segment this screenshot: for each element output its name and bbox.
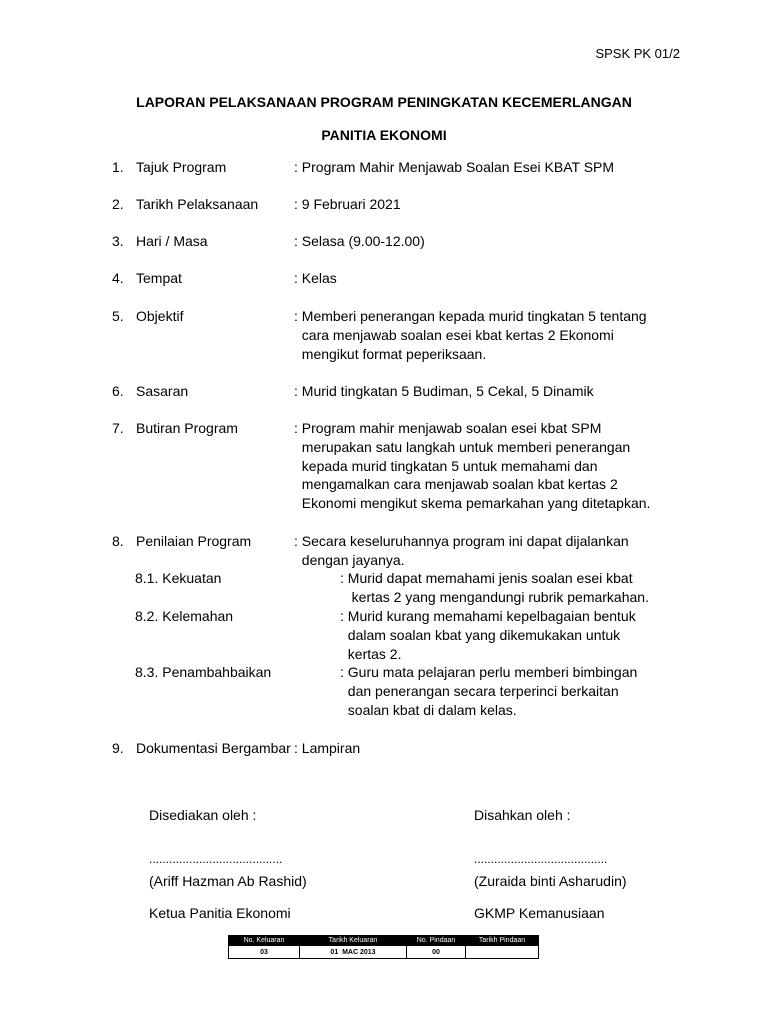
item-value: : Secara keseluruhannya program ini dapat dijalankan dengan jayanya.: [294, 533, 629, 568]
column-header: Tarikh Keluaran: [300, 936, 407, 946]
sub-item-label: 8.2. Kelemahan: [135, 608, 234, 624]
document-control-table: [228, 935, 539, 959]
column-header: No. Keluaran: [229, 936, 300, 946]
item-label: Sasaran: [136, 383, 189, 399]
table-cell: 03: [229, 946, 300, 959]
item-value: : Lampiran: [294, 740, 361, 756]
item-label: Penilaian Program: [136, 533, 252, 549]
table-header-row: [229, 936, 539, 946]
document-code: SPSK PK 01/2: [595, 46, 680, 61]
prepared-by-name: (Ariff Hazman Ab Rashid): [149, 873, 307, 889]
item-number: 5.: [112, 308, 124, 324]
table-cell: 01 MAC 2013: [300, 946, 407, 959]
prepared-signature-line: ........................................: [149, 852, 283, 866]
item-number: 7.: [112, 420, 124, 436]
item-label: Tempat: [136, 270, 182, 286]
item-value: : Memberi penerangan kepada murid tingkatan 5 tentang cara menjawab soalan esei kbat kertas 2 Ekonomi mengikut format peperiksaan.: [294, 308, 647, 362]
table-cell: 00: [407, 946, 466, 959]
item-label: Hari / Masa: [136, 233, 208, 249]
sub-item-value: : Guru mata pelajaran perlu memberi bimbingan dan penerangan secara terperinci berkaitan soalan kbat di dalam kelas.: [340, 664, 638, 718]
item-number: 3.: [112, 233, 124, 249]
item-value: : Murid tingkatan 5 Budiman, 5 Cekal, 5 Dinamik: [294, 383, 594, 399]
item-number: 1.: [112, 159, 124, 175]
approved-by-role: GKMP Kemanusiaan: [474, 905, 605, 921]
prepared-by-label: Disediakan oleh :: [149, 807, 257, 823]
item-number: 8.: [112, 533, 124, 549]
item-value: : Program mahir menjawab soalan esei kbat SPM merupakan satu langkah untuk memberi penerangan kepada murid tingkatan 5 untuk memahami dan mengamalkan cara menjawab soalan kbat kertas 2 Ekonomi mengikut skema pemarkahan yang ditetapkan.: [294, 420, 651, 512]
report-subtitle: PANITIA EKONOMI: [321, 127, 447, 143]
column-header: No. Pindaan: [407, 936, 466, 946]
sub-item-label: 8.3. Penambahbaikan: [135, 664, 272, 680]
item-label: Dokumentasi Bergambar: [136, 740, 291, 756]
item-label: Tajuk Program: [136, 159, 227, 175]
item-value: : Selasa (9.00-12.00): [294, 233, 425, 249]
table-cell: [466, 946, 539, 959]
sub-item-value: : Murid kurang memahami kepelbagaian bentuk dalam soalan kbat yang dikemukakan untuk kertas 2.: [340, 608, 636, 662]
approved-by-name: (Zuraida binti Asharudin): [474, 873, 627, 889]
item-value: : Program Mahir Menjawab Soalan Esei KBAT SPM: [294, 159, 615, 175]
item-value: : 9 Februari 2021: [294, 196, 401, 212]
item-label: Objektif: [136, 308, 184, 324]
item-value: : Kelas: [294, 270, 337, 286]
item-number: 6.: [112, 383, 124, 399]
item-label: Tarikh Pelaksanaan: [136, 196, 259, 212]
approved-signature-line: ........................................: [474, 852, 608, 866]
approved-by-label: Disahkan oleh :: [474, 807, 571, 823]
item-number: 2.: [112, 196, 124, 212]
item-number: 4.: [112, 270, 124, 286]
report-title: LAPORAN PELAKSANAAN PROGRAM PENINGKATAN KECEMERLANGAN: [136, 94, 632, 110]
sub-item-label: 8.1. Kekuatan: [135, 570, 222, 586]
table-row: [229, 946, 539, 959]
item-number: 9.: [112, 740, 124, 756]
item-label: Butiran Program: [136, 420, 238, 436]
prepared-by-role: Ketua Panitia Ekonomi: [149, 905, 291, 921]
column-header: Tarikh Pindaan: [466, 936, 539, 946]
sub-item-value: : Murid dapat memahami jenis soalan esei kbat kertas 2 yang mengandungi rubrik pemarkahan.: [340, 570, 649, 605]
